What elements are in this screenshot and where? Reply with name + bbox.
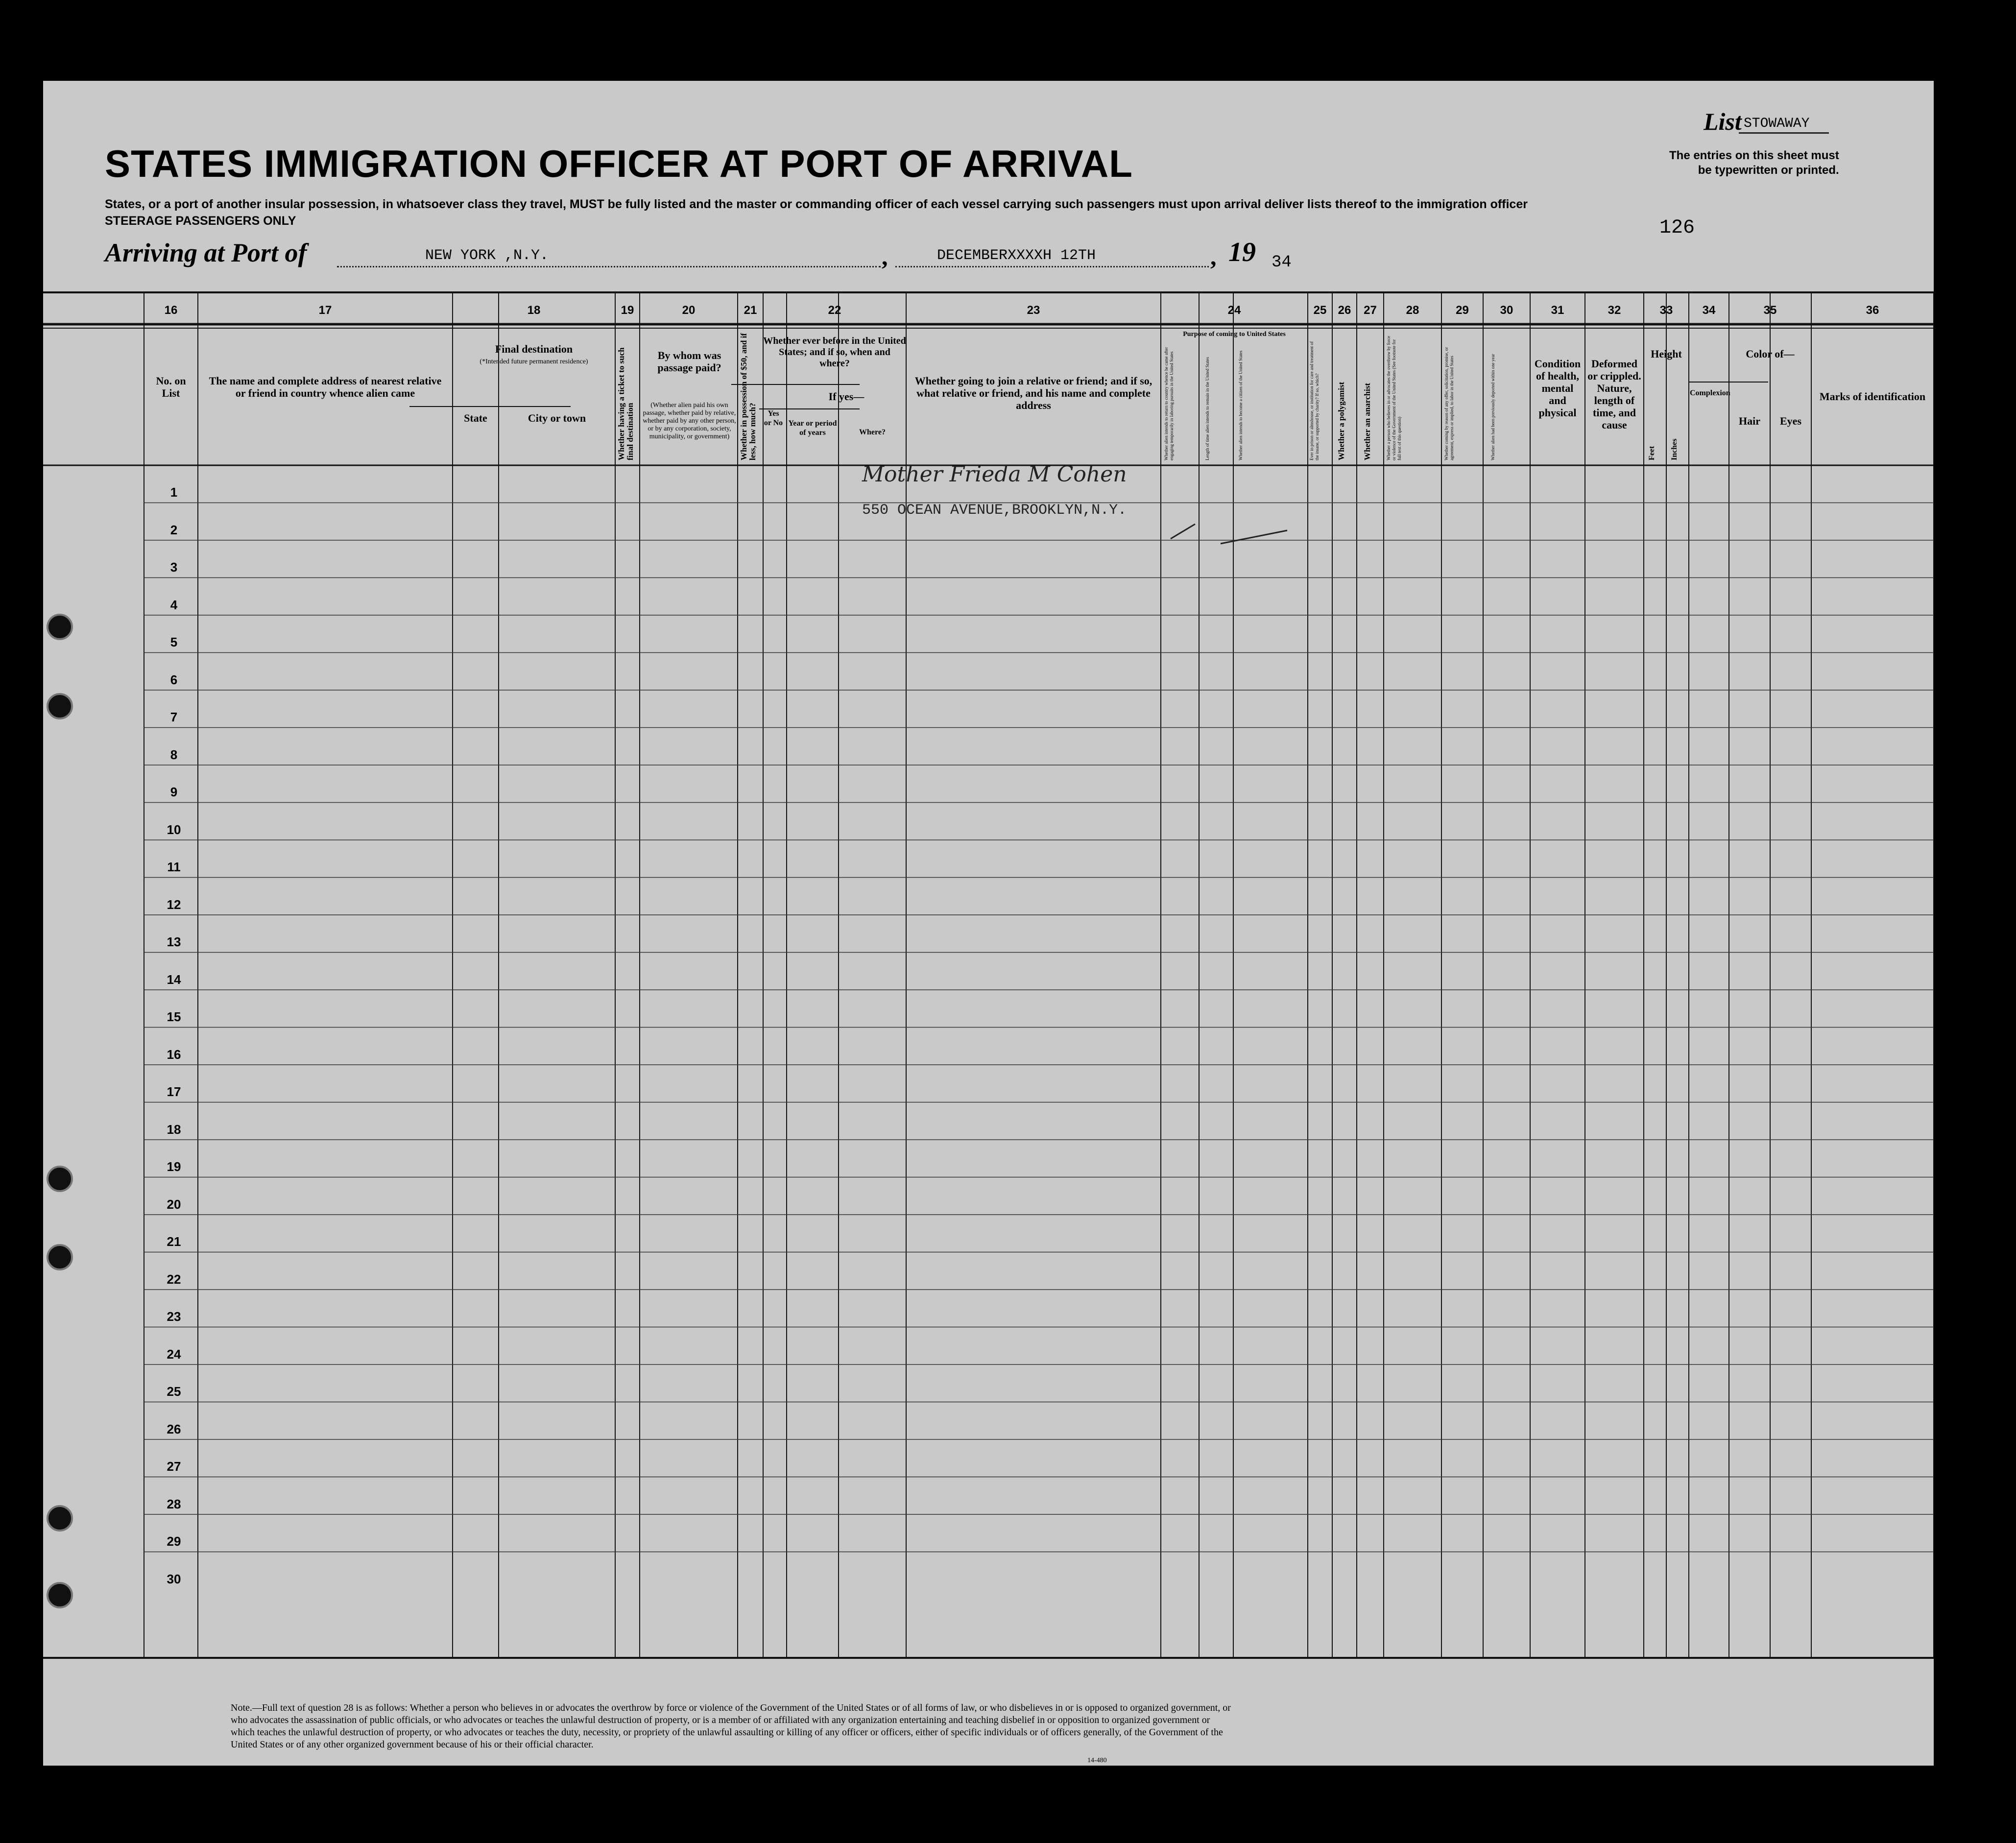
column-number: 17 [318, 304, 332, 317]
row1-handwritten-relative: Mother Frieda M Cohen [862, 462, 1127, 487]
row-number: 22 [167, 1271, 181, 1287]
header-purpose-return: Whether alien intends to return to country whence he came after engaging temporarily in laboring pursuits in the United States [1164, 347, 1174, 460]
header-purpose-length: Length of time alien intends to remain in the United States [1205, 357, 1210, 460]
row-number: 12 [167, 897, 181, 912]
header-condition: Condition of health, mental and physical [1534, 358, 1581, 419]
row-number: 24 [167, 1346, 181, 1362]
page-number: 126 [1659, 217, 1695, 239]
row-number: 8 [170, 747, 178, 762]
header-question-29: Whether coming by reason of any offer, solicitation, promise, or agreement, express or implied, to labor in the United States [1444, 347, 1454, 460]
column-number: 31 [1551, 304, 1564, 317]
row-number: 18 [167, 1122, 181, 1137]
header-height: Height [1651, 348, 1682, 360]
row-number: 17 [167, 1084, 181, 1099]
header-feet: Feet [1648, 446, 1656, 460]
port-value: NEW YORK ,N.Y. [425, 247, 549, 264]
binder-hole [47, 1244, 73, 1270]
row1-typed-address: 550 OCEAN AVENUE,BROOKLYN,N.Y. [862, 502, 1127, 519]
header-question-30: Whether alien had been previously deported within one year [1490, 354, 1495, 460]
header-purpose-citizen: Whether alien intends to become a citizen of the United States [1238, 350, 1243, 460]
header-city: City or town [528, 412, 586, 424]
header-prison: Ever in prison or almshouse, or institution for care and treatment of the insane, or supported by charity? If so, which? [1309, 341, 1320, 460]
column-number: 32 [1608, 304, 1621, 317]
row-number: 1 [170, 485, 178, 500]
header-no-on-list: No. on List [156, 375, 186, 399]
header-polygamist: Whether a polygamist [1337, 382, 1346, 460]
header-anarchist: Whether an anarchist [1363, 383, 1372, 460]
row-number: 25 [167, 1384, 181, 1399]
column-number: 20 [682, 304, 696, 317]
row-number: 30 [167, 1571, 181, 1586]
header-deformed: Deformed or crippled. Nature, length of time, and cause [1587, 358, 1641, 431]
list-label: List [1704, 108, 1742, 135]
column-number: 28 [1406, 304, 1419, 317]
row-number: 7 [170, 710, 178, 724]
form-code: 14-480 [1087, 1757, 1107, 1764]
row-number: 19 [167, 1159, 181, 1174]
row-number: 28 [167, 1496, 181, 1511]
date-value: DECEMBERXXXXH 12TH [937, 247, 1096, 264]
steerage-label: STEERAGE PASSENGERS ONLY [105, 214, 296, 228]
header-color-of: Color of— [1746, 348, 1795, 360]
year-value: 34 [1272, 253, 1292, 272]
column-number: 33 [1659, 304, 1673, 317]
header-final-destination-note: (*Intended future permanent residence) [480, 358, 588, 365]
row-number: 20 [167, 1197, 181, 1212]
column-number: 34 [1702, 304, 1716, 317]
binder-hole [47, 614, 73, 640]
arriving-label: Arriving at Port of [105, 238, 307, 267]
header-marks: Marks of identification [1819, 390, 1926, 403]
header-by-whom-note: (Whether alien paid his own passage, whether paid by relative, whether paid by any other person, or by any corporation, society, municipality, or government) [643, 402, 736, 440]
column-number: 30 [1500, 304, 1513, 317]
header-by-whom: By whom was passage paid? [657, 349, 721, 374]
column-number: 36 [1866, 304, 1879, 317]
row-number: 13 [167, 934, 181, 949]
row-number: 4 [170, 597, 178, 612]
column-number: 23 [1027, 304, 1040, 317]
column-number: 16 [164, 304, 178, 317]
row-number: 23 [167, 1309, 181, 1324]
column-number: 19 [621, 304, 634, 317]
document-subtitle: States, or a port of another insular possession, in whatsoever class they travel, MUST be fully listed and the master or commanding officer of each vessel carrying such passengers must upon arrival deliver lists thereof to the immigration officer [105, 197, 1528, 211]
header-where: Where? [859, 428, 886, 436]
binder-hole [47, 1166, 73, 1192]
header-eyes: Eyes [1780, 415, 1801, 427]
row-number: 21 [167, 1234, 181, 1249]
column-number: 35 [1763, 304, 1777, 317]
row-number: 16 [167, 1047, 181, 1062]
document-title: STATES IMMIGRATION OFFICER AT PORT OF ARRIVAL [105, 142, 1133, 185]
separator-comma: , [1210, 243, 1217, 270]
header-ever-before: Whether ever before in the United States; and if so, when and where? [763, 335, 906, 369]
row-number: 5 [170, 635, 178, 649]
row-number: 29 [167, 1534, 181, 1549]
row-number: 3 [170, 560, 178, 574]
row-number: 26 [167, 1421, 181, 1436]
typewritten-note-line: The entries on this sheet must [1669, 149, 1839, 162]
header-if-yes: If yes— [828, 390, 864, 403]
binder-hole [47, 693, 73, 719]
row-number: 11 [167, 860, 181, 874]
footnote-question-28: Note.—Full text of question 28 is as follows: Whether a person who believes in or advocates the overthrow by force or violence of the Government of the United States or of all forms of law, or who disbelieves in or is opposed to organized government, or who advocates the assassination of public officials, or who advocates or teaches the unlawful destruction of property, or is a member of or affiliated with any organization entertaining and teaching disbelief in or opposition to organized government or which teaches the unlawful destruction of property, or who advocates or teaches the duty, necessity, or propriety of the unlawful assaulting or killing of any officer or officers, either of specific individuals or of officers generally, of the Government of the United States or of any other organized government because of his or their official character. [231, 1702, 1231, 1750]
header-complexion: Complexion [1690, 389, 1730, 397]
header-final-destination: Final destination [495, 343, 573, 355]
column-number: 29 [1456, 304, 1469, 317]
header-yes-no: Yes or No [764, 409, 783, 427]
column-number: 21 [744, 304, 757, 317]
column-number: 22 [828, 304, 841, 317]
row-number: 10 [167, 822, 181, 837]
typewritten-note-line: be typewritten or printed. [1698, 164, 1839, 177]
list-value: STOWAWAY [1739, 116, 1829, 134]
column-number: 25 [1313, 304, 1327, 317]
header-relative-abroad: The name and complete address of nearest relative or friend in country whence alien came [209, 375, 442, 399]
column-number: 18 [527, 304, 541, 317]
header-purpose: Purpose of coming to United States [1183, 331, 1286, 338]
column-number: 26 [1338, 304, 1351, 317]
binder-hole [47, 1582, 73, 1608]
table-grid [43, 81, 1934, 1766]
manifest-sheet [43, 81, 1934, 1766]
header-state: State [464, 412, 487, 424]
header-year-period: Year or period of years [788, 419, 837, 437]
header-possession: Whether in possession of $50, and if less, how much? [739, 333, 757, 460]
column-number: 24 [1227, 304, 1241, 317]
row-number: 6 [170, 672, 178, 687]
row-number: 2 [170, 522, 178, 537]
row-number: 27 [167, 1459, 181, 1474]
row-number: 9 [170, 785, 178, 799]
header-inches: Inches [1670, 438, 1679, 460]
header-hair: Hair [1739, 415, 1760, 427]
column-number: 27 [1364, 304, 1377, 317]
row-number: 14 [167, 972, 181, 987]
separator-comma: , [882, 243, 888, 270]
header-question-28: Whether a person who believes in or advocates the overthrow by force or violence of the Government of the United States (See footnote for full text of this question) [1386, 335, 1402, 460]
header-joining: Whether going to join a relative or friend; and if so, what relative or friend, and his name and complete address [914, 375, 1152, 411]
header-ticket: Whether having a ticket to such final destination [617, 347, 635, 460]
row-number: 15 [167, 1009, 181, 1024]
year-prefix: 19 [1228, 237, 1256, 267]
binder-hole [47, 1505, 73, 1532]
